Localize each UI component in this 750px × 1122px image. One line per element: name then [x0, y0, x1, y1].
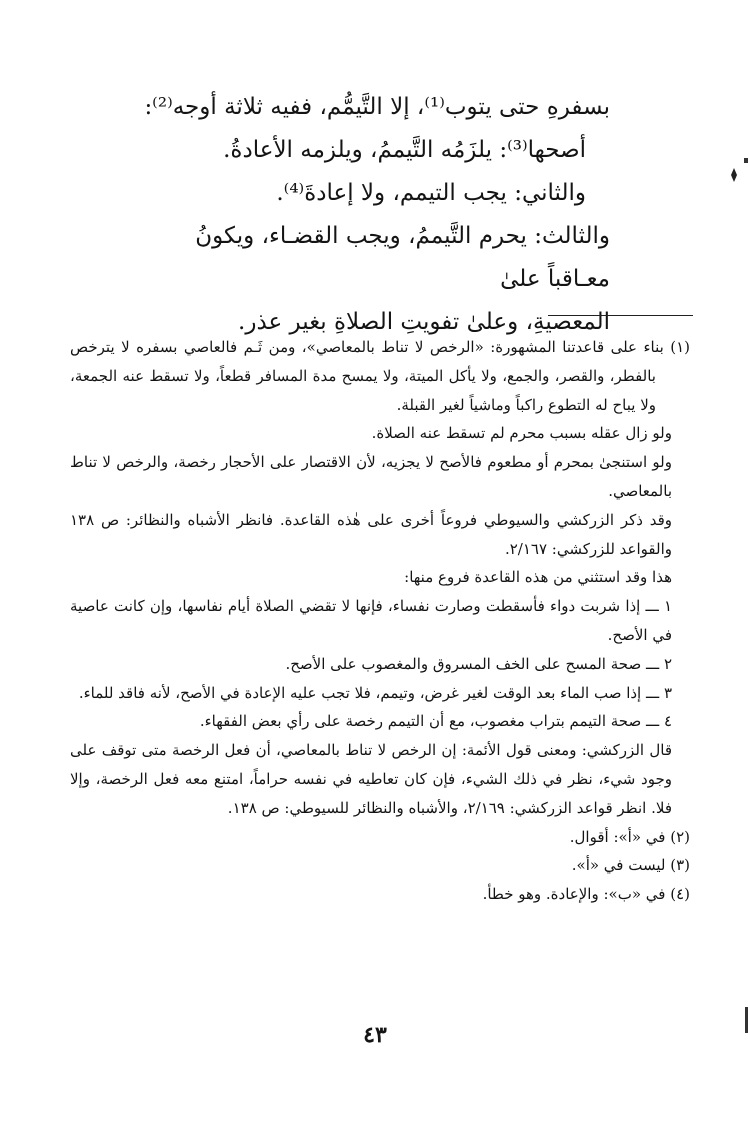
main-line: والثاني: يجب التيمم، ولا إعادةَ⁽⁴⁾. — [276, 180, 586, 206]
main-text — [140, 86, 610, 344]
footnote-paragraph: وقد ذكر الزركشي والسيوطي فروعاً أخرى على هٰذه القاعدة. فانظر الأشباه والنظائر: ص ١٣٨ والقواعد للزركشي: ٢/١٦٧. — [70, 510, 672, 558]
footnote-paragraph: (١) بناء على قاعدتنا المشهورة: «الرخص لا تناط بالمعاصي»، ومن ثَـم فالعاصي بسفره لا يترخص بالفطر، والقصر، والجمع، ولا يأكل الميتة، ولا يمسح مدة المسافر قطعاً، ولا تسقط عنه الجمعة، ولا يباح له التطوع راكباً وماشياً لغير القبلة. — [70, 338, 690, 414]
footnote-paragraph: هذا وقد استثني من هذه القاعدة فروع منها: — [404, 568, 672, 587]
main-line: أصحها⁽³⁾: يلزَمُه التَّيممُ، ويلزمه الأعادةُ. — [223, 137, 586, 163]
footnote-paragraph: ١ ـــ إذا شربت دواء فأسقطت وصارت نفساء، فإنها لا تقضي الصلاة أيام نفاسها، وإن كانت عاصية في الأصح. — [70, 597, 672, 644]
footnote-paragraph: ولو زال عقله بسبب محرم لم تسقط عنه الصلاة. — [371, 424, 672, 443]
footnote-paragraph: قال الزركشي: ومعنى قول الأئمة: إن الرخص لا تناط بالمعاصي، أن فعل الرخصة متى توقف على وجود شيء، نظر في ذلك الشيء، فإن كان تعاطيه في نفسه حراماً، امتنع معه فعل الرخصة، وإلا فلا. انظر قواعد الزركشي: ٢/١٦٩، والأشباه والنظائر للسيوطي: ص ١٣٨. — [70, 741, 672, 817]
main-line: المعصيةِ، وعلىٰ تفويتِ الصلاةِ بغير عذر. — [238, 309, 610, 335]
footnote-paragraph: (٤) في «ب»: والإعادة. وهو خطأ. — [482, 885, 690, 904]
page-number: ٤٣ — [363, 1022, 387, 1048]
edge-mark — [744, 158, 748, 163]
footnote-paragraph: (٢) في «أ»: أقوال. — [569, 827, 690, 846]
footnote-paragraph: ولو استنجىٰ بمحرم أو مطعوم فالأصح لا يجزيه، لأن الاقتصار على الأحجار رخصة، والرخص لا تناط بالمعاصي. — [70, 453, 672, 500]
footnotes — [70, 333, 690, 909]
footnote-divider — [548, 315, 693, 316]
footnote-paragraph: (٣) ليست في «أ». — [571, 856, 690, 875]
margin-mark-icon — [730, 168, 738, 182]
footnote-paragraph: ٤ ـــ صحة التيمم بتراب مغصوب، مع أن التيمم رخصة على رأي بعض الفقهاء. — [199, 712, 672, 731]
footnote-paragraph: ٣ ـــ إذا صب الماء بعد الوقت لغير غرض، وتيمم، فلا تجب عليه الإعادة في الأصح، لأنه فاقد للماء. — [78, 683, 672, 702]
main-line: والثالث: يحرم التَّيممُ، ويجب القضـاء، ويكونُ معـاقباً علىٰ — [195, 223, 610, 292]
main-line: بسفرهِ حتى يتوب⁽¹⁾، إلا التَّيمُّم، ففيه ثلاثة أوجه⁽²⁾: — [144, 94, 610, 120]
footnote-paragraph: ٢ ـــ صحة المسح على الخف المسروق والمغصوب على الأصح. — [285, 654, 672, 673]
edge-mark — [745, 1007, 748, 1033]
